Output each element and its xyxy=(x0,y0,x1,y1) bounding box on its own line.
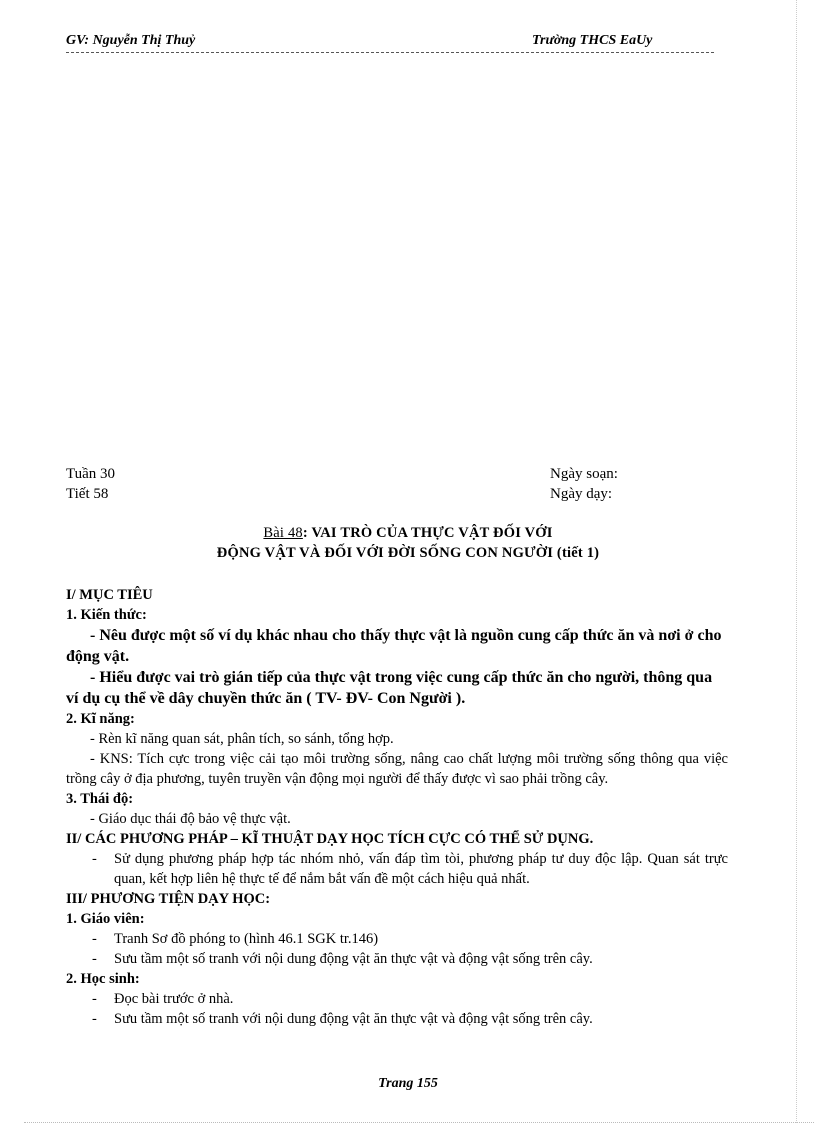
list-dash: - xyxy=(92,1011,97,1027)
student-material-text: Sưu tầm một số tranh với nội dung động vật ăn thực vật và động vật sống trên cây. xyxy=(114,1011,593,1027)
section-methods-heading: II/ CÁC PHƯƠNG PHÁP – KĨ THUẬT DẠY HỌC TÍCH CỰC CÓ THỂ SỬ DỤNG. xyxy=(66,831,594,847)
teacher-material-text: Sưu tầm một số tranh với nội dung động vật ăn thực vật và động vật sống trên cây. xyxy=(114,951,593,967)
method-item-1 xyxy=(66,849,728,889)
section-objectives-heading: I/ MỤC TIÊU xyxy=(66,587,153,603)
teacher-material-text: Tranh Sơ đồ phóng to (hình 46.1 SGK tr.146) xyxy=(114,931,379,947)
list-dash: - xyxy=(92,991,97,1007)
skill-item-2: - KNS: Tích cực trong việc cải tạo môi trường sống, nâng cao chất lượng môi trường sống thông qua việc trồng cây ở địa phương, tuyên truyền vận động mọi người để thấy được vì sao phải trồng cây. xyxy=(66,751,728,787)
section-materials-heading: III/ PHƯƠNG TIỆN DẠY HỌC: xyxy=(66,891,271,907)
teacher-material-2 xyxy=(66,949,728,969)
school-name: Trường THCS EaUy xyxy=(532,33,653,48)
list-dash: - xyxy=(92,951,97,967)
prep-date-label: Ngày soạn: xyxy=(550,466,618,482)
student-material-text: Đọc bài trước ở nhà. xyxy=(114,991,234,1007)
week-label: Tuần 30 xyxy=(66,466,116,482)
skill-heading: 2. Kĩ năng: xyxy=(66,711,135,727)
lesson-title-line1 xyxy=(0,525,816,542)
knowledge-item-1: - Nêu được một số ví dụ khác nhau cho thấy thực vật là nguồn cung cấp thức ăn và nơi ở cho động vật. xyxy=(66,627,722,665)
attitude-heading: 3. Thái độ: xyxy=(66,791,134,807)
skill-item-1: - Rèn kĩ năng quan sát, phân tích, so sánh, tổng hợp. xyxy=(90,731,394,747)
knowledge-item-2: - Hiểu được vai trò gián tiếp của thực vật trong việc cung cấp thức ăn cho người, thông qua ví dụ cụ thể về dây chuyền thức ăn ( TV- ĐV- Con Người ). xyxy=(66,669,713,707)
student-material-2 xyxy=(66,1009,728,1029)
document-body xyxy=(66,585,728,1029)
period-label: Tiết 58 xyxy=(66,486,109,502)
teach-date-label: Ngày dạy: xyxy=(550,486,613,502)
list-dash: - xyxy=(92,931,97,947)
knowledge-heading: 1. Kiến thức: xyxy=(66,607,147,623)
page-right-border xyxy=(796,0,797,1123)
lesson-title-line2: ĐỘNG VẬT VÀ ĐỐI VỚI ĐỜI SỐNG CON NGƯỜI (tiết 1) xyxy=(216,545,600,561)
list-dash: - xyxy=(92,851,97,867)
lesson-title-text: : VAI TRÒ CỦA THỰC VẬT ĐỐI VỚI xyxy=(302,525,553,541)
lesson-number: Bài 48 xyxy=(263,525,303,541)
page-number: Trang 155 xyxy=(378,1076,438,1091)
student-materials-heading: 2. Học sinh: xyxy=(66,971,140,987)
teacher-name: GV: Nguyễn Thị Thuỷ xyxy=(66,33,196,48)
teacher-material-1 xyxy=(66,929,728,949)
header-divider xyxy=(66,52,714,53)
student-material-1 xyxy=(66,989,728,1009)
method-item-text: Sử dụng phương pháp hợp tác nhóm nhỏ, vấn đáp tìm tòi, phương pháp tư duy độc lập. Quan sát trực quan, kết hợp liên hệ thực tế để nắm bắt vấn đề một cách hiệu quả nhất. xyxy=(114,851,728,887)
teacher-materials-heading: 1. Giáo viên: xyxy=(66,911,145,927)
attitude-item-1: - Giáo dục thái độ bảo vệ thực vật. xyxy=(90,811,291,827)
